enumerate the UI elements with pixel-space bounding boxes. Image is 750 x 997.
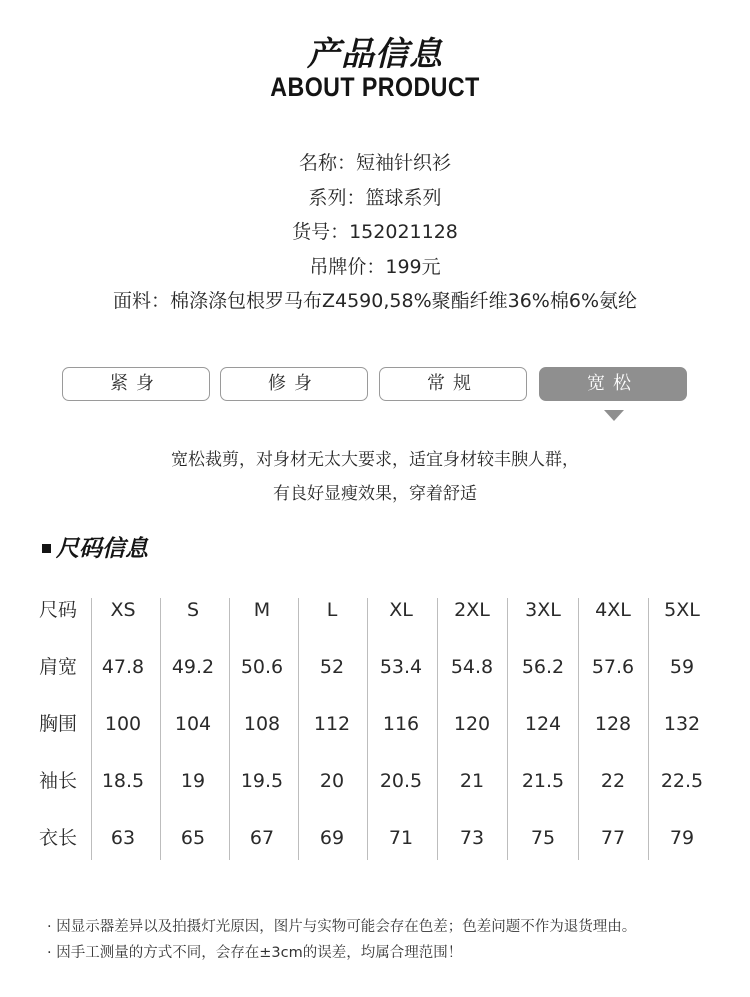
table-cell: 21 [459, 770, 485, 792]
fit-description-line: 宽松裁剪，对身材无太大要求，适宜身材较丰腴人群， [171, 450, 579, 470]
table-divider [160, 598, 161, 860]
table-divider [507, 598, 508, 860]
size-header-cell: XL [389, 599, 413, 621]
size-header-cell: 5XL [664, 599, 700, 621]
table-cell: 63 [110, 827, 136, 849]
table-row [28, 696, 720, 753]
table-cell: 20.5 [379, 770, 423, 792]
fit-tab-tight[interactable]: 紧身 [62, 367, 210, 401]
product-info [0, 146, 750, 319]
table-divider [298, 598, 299, 860]
row-label: 尺码 [38, 599, 77, 621]
size-header-cell: 4XL [595, 599, 631, 621]
fit-description-line: 有良好显瘦效果，穿着舒适 [273, 484, 477, 504]
table-cell: 71 [388, 827, 414, 849]
row-label: 袖长 [38, 770, 77, 792]
size-header-cell: XS [110, 599, 136, 621]
size-header-cell: M [253, 599, 271, 621]
fit-tabs [62, 367, 688, 401]
table-cell: 77 [600, 827, 626, 849]
table-cell: 75 [530, 827, 556, 849]
size-header-cell: S [186, 599, 200, 621]
table-cell: 20 [319, 770, 345, 792]
table-divider [437, 598, 438, 860]
size-header-cell: 3XL [525, 599, 561, 621]
product-series: 系列：篮球系列 [308, 186, 442, 209]
table-cell: 54.8 [450, 656, 494, 678]
table-cell: 100 [104, 713, 142, 735]
table-cell: 65 [180, 827, 206, 849]
table-divider [648, 598, 649, 860]
table-cell: 73 [459, 827, 485, 849]
table-cell: 67 [249, 827, 275, 849]
table-cell: 120 [453, 713, 491, 735]
table-cell: 59 [669, 656, 695, 678]
row-label: 衣长 [38, 827, 77, 849]
table-cell: 79 [669, 827, 695, 849]
table-cell: 57.6 [591, 656, 635, 678]
table-cell: 104 [174, 713, 212, 735]
table-cell: 56.2 [521, 656, 565, 678]
table-divider [229, 598, 230, 860]
table-divider [578, 598, 579, 860]
table-cell: 22 [600, 770, 626, 792]
table-row [28, 753, 720, 810]
note-color-difference: · 因显示器差异以及拍摄灯光原因，图片与实物可能会存在色差；色差问题不作为退货理由。 [47, 919, 637, 935]
product-sku: 货号：152021128 [292, 221, 458, 243]
table-cell: 53.4 [379, 656, 423, 678]
table-cell: 124 [524, 713, 562, 735]
table-divider [367, 598, 368, 860]
square-bullet-icon [42, 544, 51, 553]
table-cell: 21.5 [521, 770, 565, 792]
table-cell: 47.8 [101, 656, 145, 678]
table-cell: 112 [313, 713, 351, 735]
fit-tab-regular[interactable]: 常规 [379, 367, 527, 401]
product-fabric: 面料：棉涤涤包根罗马布Z4590,58%聚酯纤维36%棉6%氨纶 [112, 290, 637, 312]
table-cell: 69 [319, 827, 345, 849]
table-cell: 128 [594, 713, 632, 735]
size-section-title: 尺码信息 [56, 536, 148, 562]
table-row [28, 810, 720, 867]
table-row [28, 639, 720, 696]
table-header-row [28, 582, 720, 639]
fit-description [0, 443, 750, 511]
table-cell: 132 [663, 713, 701, 735]
table-cell: 18.5 [101, 770, 145, 792]
size-table [28, 582, 720, 867]
row-label: 胸围 [38, 713, 77, 735]
fit-tab-slim[interactable]: 修身 [220, 367, 368, 401]
table-cell: 22.5 [660, 770, 704, 792]
size-header-cell: L [326, 599, 338, 621]
table-cell: 19.5 [240, 770, 284, 792]
table-cell: 49.2 [171, 656, 215, 678]
note-measurement-error: · 因手工测量的方式不同，会存在±3cm的误差，均属合理范围！ [47, 945, 463, 961]
fit-tab-loose[interactable]: 宽松 [539, 367, 687, 401]
table-cell: 52 [319, 656, 345, 678]
table-cell: 19 [180, 770, 206, 792]
page-title: 产品信息 [307, 34, 443, 73]
product-name: 名称：短袖针织衫 [298, 152, 451, 174]
row-label: 肩宽 [38, 656, 77, 678]
size-header-cell: 2XL [454, 599, 490, 621]
page-subtitle: ABOUT PRODUCT [270, 72, 480, 102]
notes [47, 914, 727, 966]
table-cell: 50.6 [240, 656, 284, 678]
active-tab-pointer-icon [604, 410, 624, 421]
table-cell: 108 [243, 713, 281, 735]
table-cell: 116 [382, 713, 420, 735]
product-price: 吊牌价：199元 [309, 255, 441, 278]
table-divider [91, 598, 92, 860]
